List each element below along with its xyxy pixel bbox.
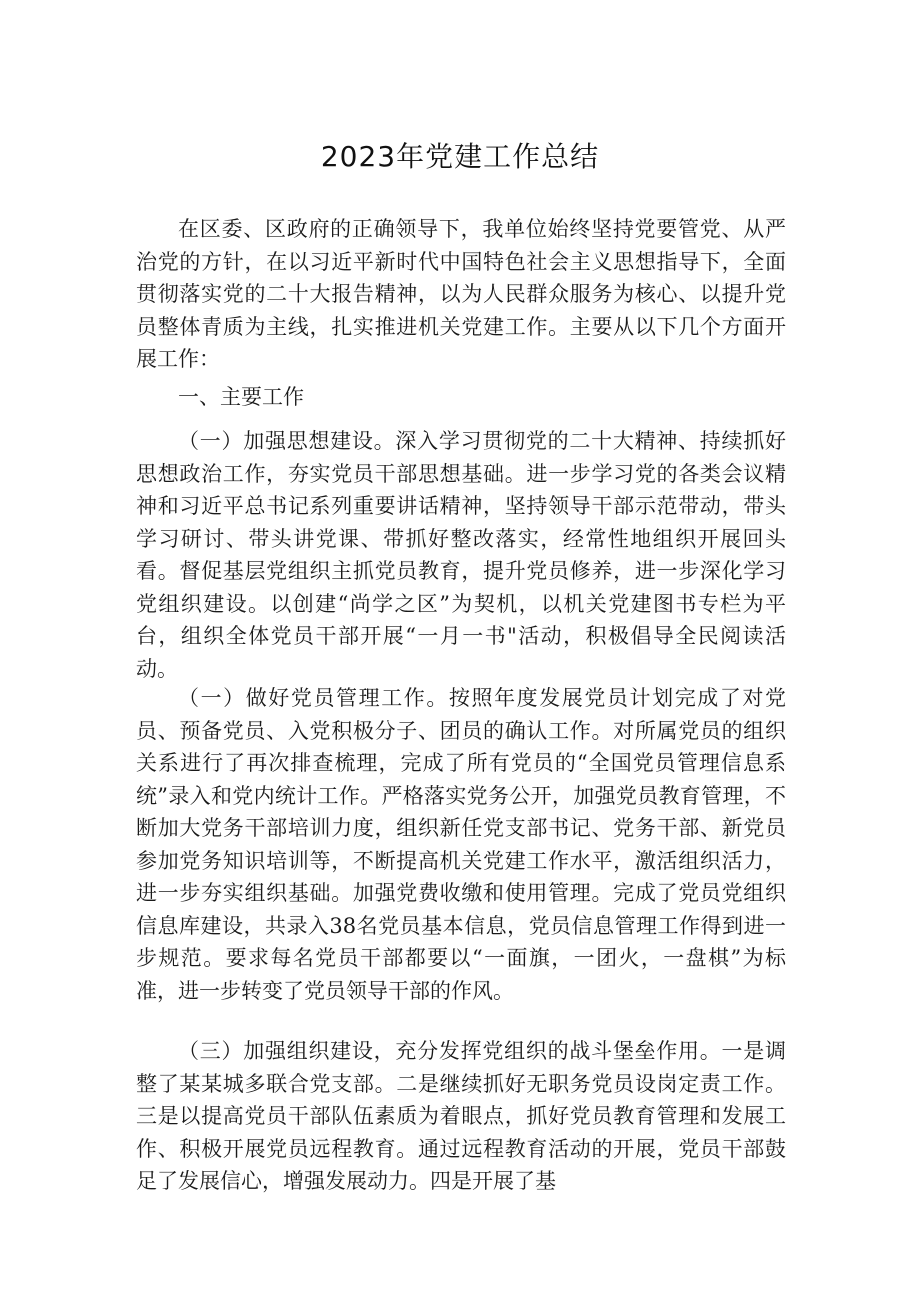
intro-paragraph: 在区委、区政府的正确领导下，我单位始终坚持党要管党、从严治党的方针，在以习近平新时代中国特色社会主义思想指导下，全面贯彻落实党的二十大报告精神，以为人民群众服务为核心、以提升党员整体青质为主线，扎实推进机关党建工作。主要从以下几个方面开展工作： xyxy=(136,217,786,371)
paragraph-member-management: （一）做好党员管理工作。按照年度发展党员计划完成了对党员、预备党员、入党积极分子、团员的确认工作。对所属党员的组织关系进行了再次排查梳理，完成了所有党员的“全国党员管理信息系统”录入和党内统计工作。严格落实党务公开，加强党员教育管理，不断加大党务干部培训力度，组织新任党支部书记、党务干部、新党员参加党务知识培训等，不断提高机关党建工作水平，激活组织活力，进一步夯实组织基础。加强党费收缴和使用管理。完成了党员党组织信息库建设，共录入38名党员基本信息，党员信息管理工作得到进一步规范。要求每名党员干部都要以“一面旗，一团火，一盘棋”为标准，进一步转变了党员领导干部的作风。 xyxy=(136,686,786,1003)
paragraph-organization-building: （三）加强组织建设，充分发挥党组织的战斗堡垒作用。一是调整了某某城多联合党支部。二是继续抓好无职务党员设岗定责工作。三是以提高党员干部队伍素质为着眼点，抓好党员教育管理和发展工作、积极开展党员远程教育。通过远程教育活动的开展，党员干部鼓足了发展信心，增强发展动力。四是开展了基 xyxy=(136,1039,786,1193)
document-title: 2023年党建工作总结 xyxy=(320,140,600,173)
paragraph-ideological-building: （一）加强思想建设。深入学习贯彻党的二十大精神、持续抓好思想政治工作，夯实党员干部思想基础。进一步学习党的各类会议精神和习近平总书记系列重要讲话精神，坚持领导干部示范带动，带头学习研讨、带头讲党课、带抓好整改落实，经常性地组织开展回头看。督促基层党组织主抓党员教育，提升党员修养，进一步深化学习党组织建设。以创建“尚学之区”为契机，以机关党建图书专栏为平台，组织全体党员干部开展“一月一书"活动，积极倡导全民阅读活动。 xyxy=(136,429,786,681)
section-heading: 一、主要工作 xyxy=(178,385,304,409)
